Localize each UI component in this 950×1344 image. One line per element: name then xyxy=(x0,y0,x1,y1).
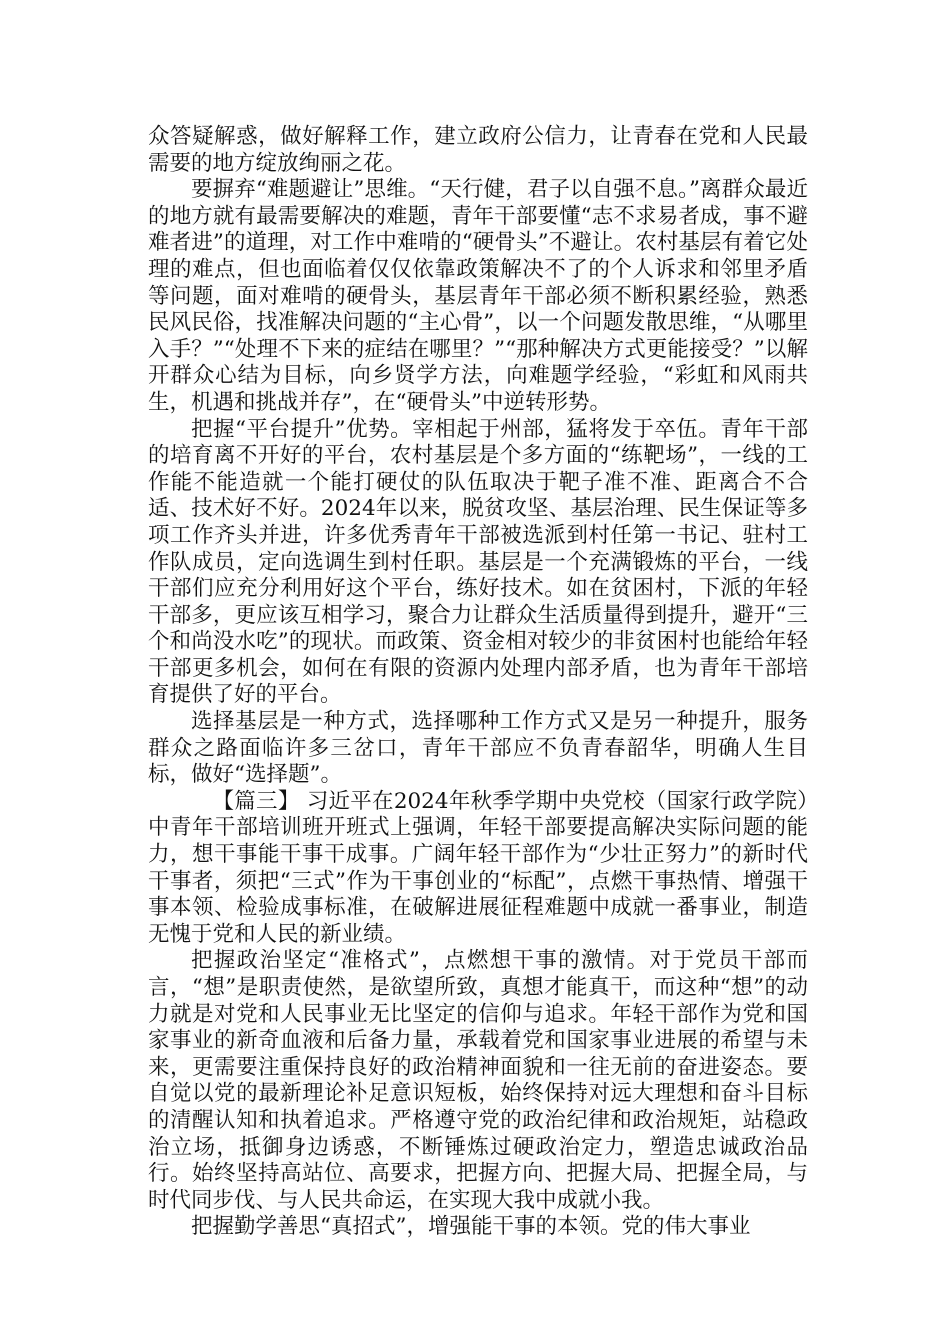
paragraph-diligent-study: 把握勤学善思“真招式”，增强能干事的本领。党的伟大事业 xyxy=(191,1214,751,1240)
paragraph-choose-grassroots: 选择基层是一种方式，选择哪种工作方式又是另一种提升，服务群众之路面临许多三岔口，青年干部应不负青春韶华，明确人生目标，做好“选择题”。 xyxy=(148,709,808,788)
paragraph-political-firmness: 把握政治坚定“准格式”，点燃想干事的激情。对于党员干部而言，“想”是职责使然，是欲望所致，真想才能真干，而这种“想”的动力就是对党和人民事业无比坚定的信仰与追求。年轻干部作为党和国家事业的新奇血液和后备力量，承载着党和国家事业进展的希望与未来，更需要注重保持良好的政治精神面貌和一往无前的奋进姿态。要自觉以党的最新理论补足意识短板，始终保持对远大理想和奋斗目标的清醒认知和执着追求。严格遵守党的政治纪律和政治规矩，站稳政治立场，抵御身边诱惑，不断锤炼过硬政治定力，塑造忠诚政治品行。始终坚持高站位、高要求，把握方向、把握大局、把握全局，与时代同步伐、与人民共命运，在实现大我中成就小我。 xyxy=(148,948,808,1213)
paragraph-continuation: 众答疑解惑，做好解释工作，建立政府公信力，让青春在党和人民最需要的地方绽放绚丽之花。 xyxy=(148,124,808,176)
paragraph-difficult-problems: 要摒弃“难题避让”思维。“天行健，君子以自强不息。”离群众最近的地方就有最需要解决的难题，青年干部要懂“志不求易者成，事不避难者进”的道理，对工作中难啃的“硬骨头”不避让。农村基层有着它处理的难点，但也面临着仅仅依靠政策解决不了的个人诉求和邻里矛盾等问题，面对难啃的硬骨头，基层青年干部必须不断积累经验，熟悉民风民俗，找准解决问题的“主心骨”，以一个问题发散思维，“从哪里入手？”“处理不下来的症结在哪里？”“那种解决方式更能接受？”以解开群众心结为目标，向乡贤学方法，向难题学经验，“彩虹和风雨共生，机遇和挑战并存”，在“硬骨头”中逆转形势。 xyxy=(148,177,808,415)
paragraph-part-three: 【篇三】 习近平在2024年秋季学期中央党校（国家行政学院）中青年干部培训班开班式上强调，年轻干部要提高解决实际问题的能力，想干事能干事干成事。广阔年轻干部作为“少壮正努力”的新时代干事者，须把“三式”作为干事创业的“标配”，点燃干事热情、增强干事本领、检验成事标准，在破解进展征程难题中成就一番事业，制造无愧于党和人民的新业绩。 xyxy=(148,788,808,947)
document-body xyxy=(148,124,808,1241)
paragraph-platform-advantage: 把握“平台提升”优势。宰相起于州部，猛将发于卒伍。青年干部的培育离不开好的平台，农村基层是个多方面的“练靶场”，一线的工作能不能造就一个能打硬仗的队伍取决于靶子准不准、距离合不合适、技术好不好。2024年以来，脱贫攻坚、基层治理、民生保证等多项工作齐头并进，许多优秀青年干部被选派到村任第一书记、驻村工作队成员，定向选调生到村任职。基层是一个充满锻炼的平台，一线干部们应充分利用好这个平台，练好技术。如在贫困村，下派的年轻干部多，更应该互相学习，聚合力让群众生活质量得到提升，避开“三个和尚没水吃”的现状。而政策、资金相对较少的非贫困村也能给年轻干部更多机会，如何在有限的资源内处理内部矛盾，也为青年干部培育提供了好的平台。 xyxy=(148,416,808,708)
